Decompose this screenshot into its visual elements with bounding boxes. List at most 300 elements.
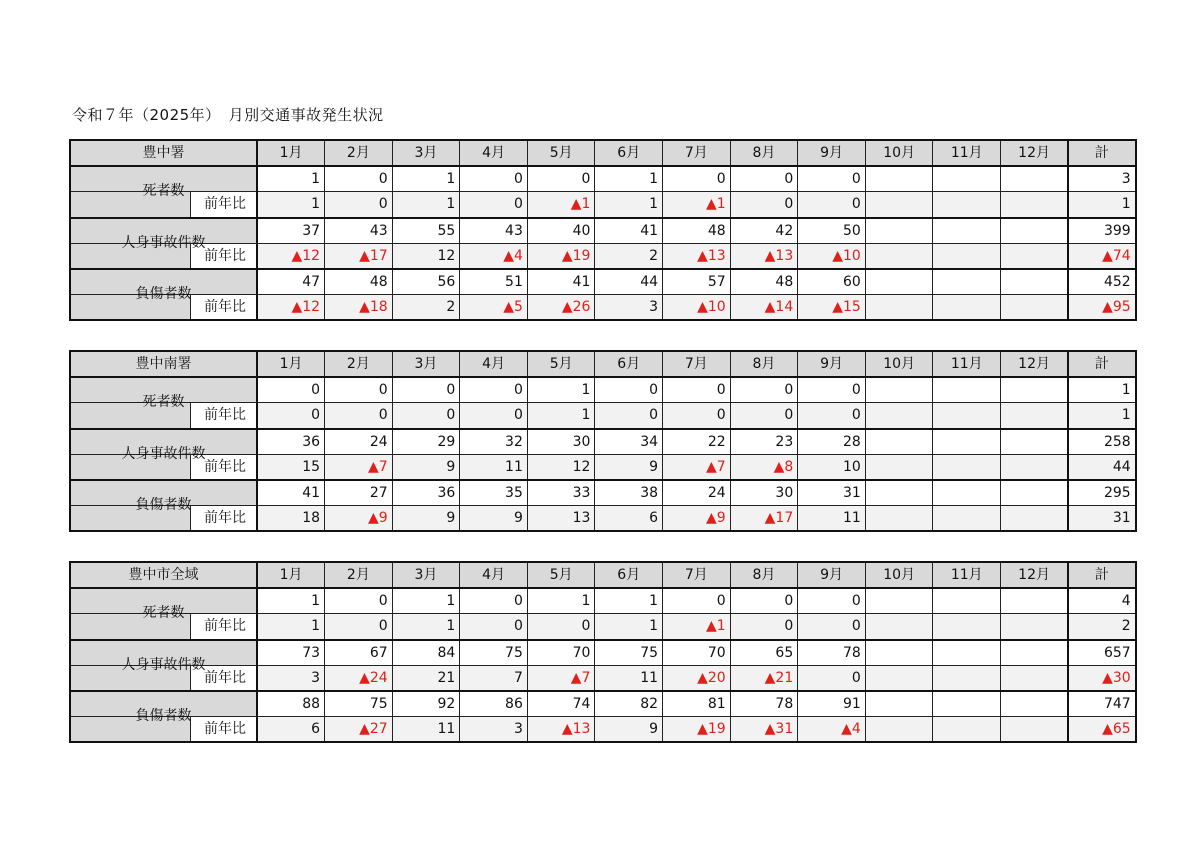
comparison-cell: 1: [257, 192, 325, 218]
comparison-cell: 0: [325, 614, 393, 640]
comparison-cell: 21: [392, 665, 460, 691]
injured-label: [70, 269, 257, 302]
injury-accidents-row: [70, 640, 1136, 666]
total-comparison-cell: ▲95: [1068, 295, 1136, 321]
comparison-cell: ▲15: [798, 295, 866, 321]
value-cell: 36: [392, 480, 460, 506]
value-cell: [933, 588, 1001, 614]
value-cell: [933, 480, 1001, 506]
total-comparison-cell: 44: [1068, 454, 1136, 480]
category-text: 死者数: [142, 605, 185, 622]
value-cell: 24: [663, 480, 731, 506]
column-header-month: 12月: [1001, 351, 1069, 377]
comparison-cell: ▲18: [325, 295, 393, 321]
injury-accidents-label: [70, 218, 257, 251]
total-cell: 452: [1068, 269, 1136, 295]
value-cell: 28: [798, 429, 866, 455]
deaths-label: [70, 377, 257, 411]
value-cell: 0: [798, 377, 866, 403]
value-cell: 1: [257, 166, 325, 192]
comparison-cell: 0: [798, 665, 866, 691]
total-cell: 1: [1068, 377, 1136, 403]
section-toyonaka-table: [69, 139, 1137, 321]
column-header-month: 11月: [933, 562, 1001, 588]
comparison-label: 前年比: [190, 717, 257, 743]
page-title: 令和７年（2025年） 月別交通事故発生状況: [72, 106, 384, 124]
comparison-cell: [933, 665, 1001, 691]
value-cell: 41: [257, 480, 325, 506]
comparison-cell: ▲13: [663, 243, 731, 269]
value-cell: 44: [595, 269, 663, 295]
value-cell: 22: [663, 429, 731, 455]
comparison-label: 前年比: [190, 614, 257, 640]
column-header-total: 計: [1068, 140, 1136, 166]
comparison-cell: [1001, 665, 1069, 691]
deaths-label: [70, 588, 257, 622]
comparison-cell: ▲21: [730, 665, 798, 691]
comparison-cell: 11: [460, 454, 528, 480]
comparison-cell: [1001, 403, 1069, 429]
value-cell: 32: [460, 429, 528, 455]
value-cell: 0: [595, 377, 663, 403]
value-cell: 0: [730, 166, 798, 192]
comparison-cell: [1001, 506, 1069, 532]
column-header-month: 6月: [595, 351, 663, 377]
injury-accidents-row: [70, 218, 1136, 244]
comparison-cell: ▲5: [460, 295, 528, 321]
comparison-cell: ▲10: [663, 295, 731, 321]
injured-label: [70, 691, 257, 724]
value-cell: 43: [460, 218, 528, 244]
value-cell: 60: [798, 269, 866, 295]
comparison-cell: [933, 454, 1001, 480]
value-cell: 91: [798, 691, 866, 717]
value-cell: 0: [325, 588, 393, 614]
total-cell: 4: [1068, 588, 1136, 614]
total-comparison-cell: 1: [1068, 403, 1136, 429]
section-name: 豊中署: [70, 140, 257, 166]
deaths-row: [70, 377, 1136, 403]
injured-row: [70, 691, 1136, 717]
value-cell: 36: [257, 429, 325, 455]
comparison-cell: 9: [460, 506, 528, 532]
comparison-cell: ▲1: [663, 614, 731, 640]
comparison-cell: 0: [798, 192, 866, 218]
value-cell: 1: [257, 588, 325, 614]
comparison-cell: 0: [325, 403, 393, 429]
comparison-cell: 7: [460, 665, 528, 691]
column-header-month: 5月: [527, 351, 595, 377]
column-header-month: 10月: [865, 140, 933, 166]
value-cell: 75: [460, 640, 528, 666]
value-cell: 27: [325, 480, 393, 506]
value-cell: 23: [730, 429, 798, 455]
column-header-month: 9月: [798, 562, 866, 588]
comparison-cell: 0: [730, 403, 798, 429]
value-cell: 74: [527, 691, 595, 717]
value-cell: 24: [325, 429, 393, 455]
category-text: 人身事故件数: [121, 234, 206, 251]
column-header-month: 12月: [1001, 562, 1069, 588]
comparison-cell: ▲9: [325, 506, 393, 532]
comparison-cell: [865, 192, 933, 218]
column-header-month: 1月: [257, 140, 325, 166]
value-cell: 40: [527, 218, 595, 244]
value-cell: 1: [595, 166, 663, 192]
column-header-month: 4月: [460, 562, 528, 588]
value-cell: [933, 429, 1001, 455]
comparison-cell: ▲19: [663, 717, 731, 743]
comparison-cell: ▲12: [257, 243, 325, 269]
comparison-cell: [865, 295, 933, 321]
comparison-cell: ▲1: [663, 192, 731, 218]
comparison-cell: 0: [257, 403, 325, 429]
comparison-cell: 11: [392, 717, 460, 743]
comparison-label: 前年比: [190, 665, 257, 691]
section-name: 豊中南署: [70, 351, 257, 377]
header-row: [70, 562, 1136, 588]
column-header-month: 12月: [1001, 140, 1069, 166]
value-cell: 1: [527, 377, 595, 403]
category-text: 負傷者数: [135, 285, 192, 302]
value-cell: 0: [257, 377, 325, 403]
value-cell: 0: [460, 166, 528, 192]
comparison-label: 前年比: [190, 403, 257, 429]
comparison-cell: 10: [798, 454, 866, 480]
comparison-cell: 9: [392, 454, 460, 480]
comparison-cell: [933, 295, 1001, 321]
comparison-cell: ▲10: [798, 243, 866, 269]
value-cell: [1001, 640, 1069, 666]
comparison-cell: ▲7: [663, 454, 731, 480]
value-cell: [865, 218, 933, 244]
value-cell: 48: [325, 269, 393, 295]
value-cell: 48: [663, 218, 731, 244]
comparison-cell: 1: [257, 614, 325, 640]
value-cell: 47: [257, 269, 325, 295]
value-cell: 56: [392, 269, 460, 295]
deaths-label: [70, 166, 257, 200]
comparison-cell: ▲9: [663, 506, 731, 532]
value-cell: 48: [730, 269, 798, 295]
value-cell: 29: [392, 429, 460, 455]
category-text: 死者数: [142, 394, 185, 411]
value-cell: 0: [798, 166, 866, 192]
value-cell: [1001, 377, 1069, 403]
comparison-cell: ▲20: [663, 665, 731, 691]
total-cell: 295: [1068, 480, 1136, 506]
value-cell: [1001, 429, 1069, 455]
value-cell: 78: [730, 691, 798, 717]
column-header-month: 9月: [798, 351, 866, 377]
comparison-cell: [1001, 295, 1069, 321]
value-cell: [1001, 588, 1069, 614]
value-cell: 0: [730, 588, 798, 614]
comparison-cell: [933, 243, 1001, 269]
header-row: [70, 140, 1136, 166]
value-cell: [865, 269, 933, 295]
column-header-month: 3月: [392, 351, 460, 377]
value-cell: 0: [663, 588, 731, 614]
comparison-cell: 0: [527, 614, 595, 640]
comparison-cell: [933, 192, 1001, 218]
column-header-month: 4月: [460, 140, 528, 166]
value-cell: 50: [798, 218, 866, 244]
comparison-cell: 11: [798, 506, 866, 532]
column-header-month: 9月: [798, 140, 866, 166]
value-cell: 43: [325, 218, 393, 244]
column-header-month: 10月: [865, 562, 933, 588]
comparison-cell: [1001, 243, 1069, 269]
total-comparison-cell: ▲65: [1068, 717, 1136, 743]
column-header-month: 3月: [392, 562, 460, 588]
value-cell: [865, 691, 933, 717]
comparison-cell: [865, 243, 933, 269]
value-cell: 41: [595, 218, 663, 244]
comparison-cell: 0: [460, 403, 528, 429]
comparison-cell: 9: [595, 454, 663, 480]
comparison-label: 前年比: [190, 295, 257, 321]
value-cell: [865, 640, 933, 666]
comparison-cell: ▲26: [527, 295, 595, 321]
comparison-cell: [865, 403, 933, 429]
value-cell: 35: [460, 480, 528, 506]
value-cell: 78: [798, 640, 866, 666]
comparison-cell: [933, 717, 1001, 743]
value-cell: 73: [257, 640, 325, 666]
value-cell: [933, 269, 1001, 295]
value-cell: 70: [527, 640, 595, 666]
comparison-cell: 0: [730, 614, 798, 640]
value-cell: 38: [595, 480, 663, 506]
comparison-cell: 18: [257, 506, 325, 532]
total-cell: 3: [1068, 166, 1136, 192]
comparison-cell: 0: [663, 403, 731, 429]
comparison-cell: [933, 403, 1001, 429]
column-header-month: 2月: [325, 140, 393, 166]
comparison-cell: 11: [595, 665, 663, 691]
column-header-month: 1月: [257, 562, 325, 588]
comparison-cell: 6: [595, 506, 663, 532]
column-header-month: 7月: [663, 562, 731, 588]
value-cell: 92: [392, 691, 460, 717]
value-cell: [1001, 166, 1069, 192]
value-cell: 57: [663, 269, 731, 295]
comparison-cell: [1001, 192, 1069, 218]
column-header-month: 7月: [663, 351, 731, 377]
comparison-cell: 12: [527, 454, 595, 480]
total-cell: 258: [1068, 429, 1136, 455]
comparison-cell: 1: [595, 192, 663, 218]
total-cell: 747: [1068, 691, 1136, 717]
value-cell: [865, 480, 933, 506]
comparison-cell: ▲13: [730, 243, 798, 269]
value-cell: 0: [663, 377, 731, 403]
comparison-cell: [1001, 454, 1069, 480]
comparison-cell: ▲4: [798, 717, 866, 743]
comparison-cell: [865, 665, 933, 691]
value-cell: 0: [325, 377, 393, 403]
comparison-cell: [933, 506, 1001, 532]
comparison-cell: 3: [257, 665, 325, 691]
comparison-cell: 0: [392, 403, 460, 429]
comparison-cell: [1001, 717, 1069, 743]
column-header-month: 6月: [595, 140, 663, 166]
comparison-cell: 12: [392, 243, 460, 269]
total-cell: 399: [1068, 218, 1136, 244]
comparison-cell: 1: [527, 403, 595, 429]
injured-row: [70, 480, 1136, 506]
comparison-cell: 15: [257, 454, 325, 480]
comparison-cell: 0: [730, 192, 798, 218]
value-cell: 0: [798, 588, 866, 614]
category-text: 死者数: [142, 183, 185, 200]
comparison-cell: ▲7: [527, 665, 595, 691]
comparison-cell: ▲14: [730, 295, 798, 321]
total-comparison-cell: 2: [1068, 614, 1136, 640]
column-header-month: 3月: [392, 140, 460, 166]
value-cell: [1001, 480, 1069, 506]
value-cell: 88: [257, 691, 325, 717]
section-toyonaka-city-table: [69, 561, 1137, 743]
comparison-cell: 2: [392, 295, 460, 321]
comparison-cell: ▲12: [257, 295, 325, 321]
comparison-cell: [865, 614, 933, 640]
value-cell: 1: [527, 588, 595, 614]
comparison-cell: 9: [392, 506, 460, 532]
comparison-cell: 2: [595, 243, 663, 269]
injury-accidents-label: [70, 429, 257, 462]
comparison-cell: [865, 717, 933, 743]
value-cell: 30: [527, 429, 595, 455]
comparison-cell: 3: [595, 295, 663, 321]
category-text: 負傷者数: [135, 496, 192, 513]
total-comparison-cell: ▲74: [1068, 243, 1136, 269]
comparison-cell: ▲7: [325, 454, 393, 480]
column-header-month: 8月: [730, 351, 798, 377]
value-cell: [1001, 218, 1069, 244]
comparison-cell: 1: [392, 614, 460, 640]
category-text: 人身事故件数: [121, 445, 206, 462]
value-cell: [933, 377, 1001, 403]
comparison-cell: 9: [595, 717, 663, 743]
comparison-cell: 3: [460, 717, 528, 743]
value-cell: 33: [527, 480, 595, 506]
total-comparison-cell: 1: [1068, 192, 1136, 218]
comparison-cell: 0: [798, 614, 866, 640]
value-cell: 86: [460, 691, 528, 717]
header-row: [70, 351, 1136, 377]
comparison-cell: [933, 614, 1001, 640]
column-header-month: 8月: [730, 562, 798, 588]
column-header-month: 8月: [730, 140, 798, 166]
comparison-cell: ▲24: [325, 665, 393, 691]
value-cell: [933, 640, 1001, 666]
comparison-cell: 13: [527, 506, 595, 532]
value-cell: 84: [392, 640, 460, 666]
value-cell: [865, 588, 933, 614]
comparison-cell: [865, 506, 933, 532]
value-cell: 51: [460, 269, 528, 295]
column-header-total: 計: [1068, 351, 1136, 377]
injury-accidents-label: [70, 640, 257, 673]
comparison-cell: 0: [595, 403, 663, 429]
comparison-label: 前年比: [190, 454, 257, 480]
comparison-cell: ▲1: [527, 192, 595, 218]
column-header-month: 7月: [663, 140, 731, 166]
value-cell: 0: [460, 377, 528, 403]
column-header-month: 11月: [933, 140, 1001, 166]
comparison-cell: 6: [257, 717, 325, 743]
comparison-cell: ▲17: [325, 243, 393, 269]
injury-accidents-row: [70, 429, 1136, 455]
value-cell: 37: [257, 218, 325, 244]
injured-row: [70, 269, 1136, 295]
comparison-cell: ▲27: [325, 717, 393, 743]
value-cell: 0: [663, 166, 731, 192]
column-header-month: 11月: [933, 351, 1001, 377]
category-text: 負傷者数: [135, 707, 192, 724]
comparison-cell: ▲31: [730, 717, 798, 743]
value-cell: 1: [392, 588, 460, 614]
comparison-cell: 1: [392, 192, 460, 218]
value-cell: [865, 429, 933, 455]
value-cell: 75: [595, 640, 663, 666]
value-cell: 0: [325, 166, 393, 192]
value-cell: 65: [730, 640, 798, 666]
value-cell: 31: [798, 480, 866, 506]
value-cell: 67: [325, 640, 393, 666]
comparison-cell: 1: [595, 614, 663, 640]
comparison-cell: 0: [460, 192, 528, 218]
column-header-month: 5月: [527, 140, 595, 166]
comparison-label: 前年比: [190, 506, 257, 532]
value-cell: 34: [595, 429, 663, 455]
value-cell: 0: [460, 588, 528, 614]
value-cell: 0: [527, 166, 595, 192]
column-header-month: 2月: [325, 562, 393, 588]
column-header-total: 計: [1068, 562, 1136, 588]
value-cell: 75: [325, 691, 393, 717]
value-cell: [933, 218, 1001, 244]
comparison-cell: ▲19: [527, 243, 595, 269]
value-cell: 41: [527, 269, 595, 295]
value-cell: 1: [595, 588, 663, 614]
value-cell: [933, 166, 1001, 192]
injured-label: [70, 480, 257, 513]
value-cell: [1001, 691, 1069, 717]
section-toyonaka-minami-table: [69, 350, 1137, 532]
comparison-cell: ▲4: [460, 243, 528, 269]
value-cell: 30: [730, 480, 798, 506]
comparison-cell: [1001, 614, 1069, 640]
total-cell: 657: [1068, 640, 1136, 666]
value-cell: 1: [392, 166, 460, 192]
total-comparison-cell: 31: [1068, 506, 1136, 532]
value-cell: 81: [663, 691, 731, 717]
value-cell: 55: [392, 218, 460, 244]
value-cell: [865, 377, 933, 403]
comparison-cell: ▲17: [730, 506, 798, 532]
value-cell: 0: [730, 377, 798, 403]
column-header-month: 4月: [460, 351, 528, 377]
value-cell: 82: [595, 691, 663, 717]
deaths-row: [70, 166, 1136, 192]
value-cell: [865, 166, 933, 192]
comparison-cell: [865, 454, 933, 480]
column-header-month: 6月: [595, 562, 663, 588]
column-header-month: 1月: [257, 351, 325, 377]
